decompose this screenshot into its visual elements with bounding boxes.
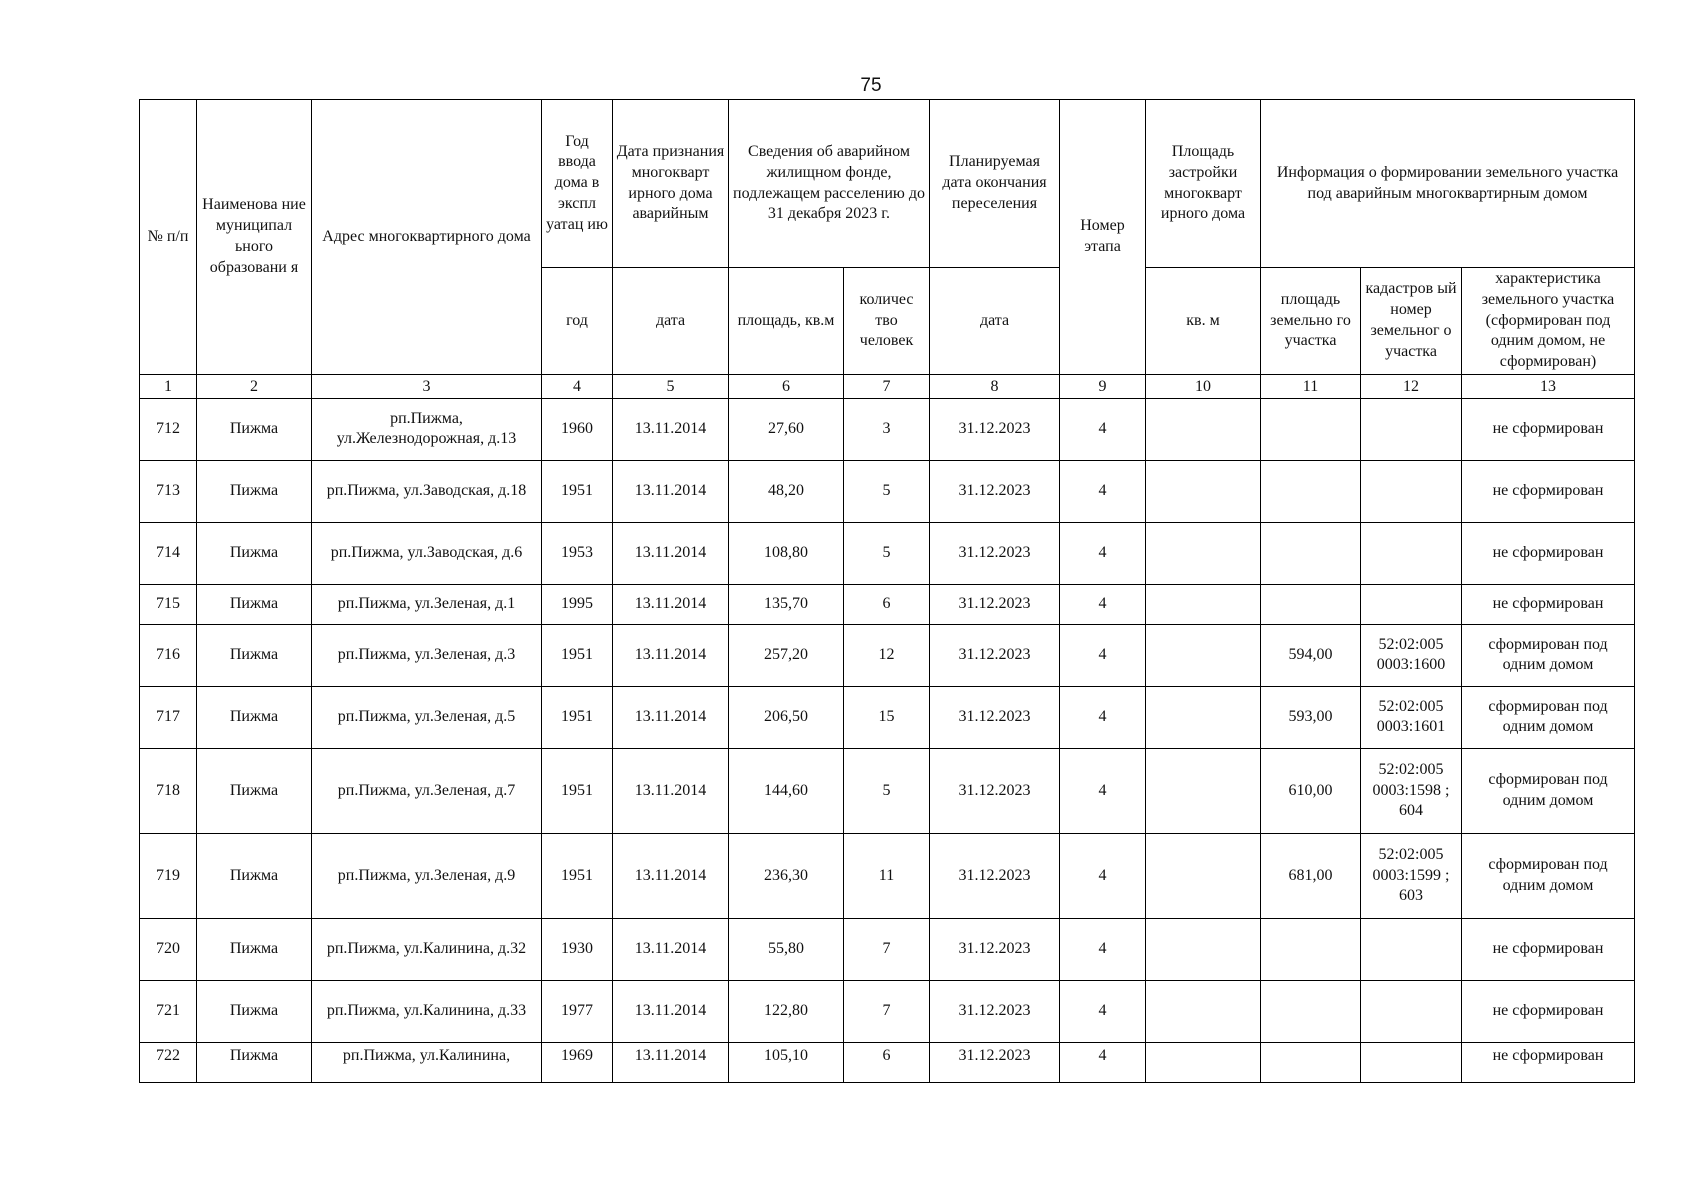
row-number-cell: 719 [140,833,197,918]
row-number-cell: 717 [140,686,197,748]
table-row [140,1042,1635,1082]
area-cell: 135,70 [729,584,844,624]
planned-end-date-cell: 31.12.2023 [930,398,1060,460]
year-built-cell: 1951 [542,624,613,686]
recognition-date-cell: 13.11.2014 [613,1042,729,1082]
planned-end-date-cell: 31.12.2023 [930,833,1060,918]
planned-end-date-cell: 31.12.2023 [930,624,1060,686]
year-built-cell: 1951 [542,748,613,833]
municipality-cell: Пижма [197,624,312,686]
land-status-cell: сформирован под одним домом [1462,748,1635,833]
building-area-cell [1146,980,1261,1042]
municipality-cell: Пижма [197,918,312,980]
header-year-built: Год ввода дома в экспл уатац ию [542,100,613,268]
planned-end-date-cell: 31.12.2023 [930,918,1060,980]
address-cell: рп.Пижма, ул.Калинина, [312,1042,542,1082]
address-cell: рп.Пижма, ул.Зеленая, д.5 [312,686,542,748]
cadastral-number-cell [1361,398,1462,460]
land-status-cell: не сформирован [1462,460,1635,522]
land-status-cell: не сформирован [1462,1042,1635,1082]
cadastral-number-cell [1361,1042,1462,1082]
area-cell: 206,50 [729,686,844,748]
area-cell: 236,30 [729,833,844,918]
people-count-cell: 7 [844,980,930,1042]
recognition-date-cell: 13.11.2014 [613,398,729,460]
land-status-cell: не сформирован [1462,398,1635,460]
planned-end-date-cell: 31.12.2023 [930,584,1060,624]
cadastral-number-cell [1361,918,1462,980]
area-cell: 27,60 [729,398,844,460]
planned-end-date-cell: 31.12.2023 [930,1042,1060,1082]
row-number-cell: 715 [140,584,197,624]
header-land-plot-info: Информация о формировании земельного участка под аварийным многоквартирным домом [1261,100,1635,268]
year-built-cell: 1969 [542,1042,613,1082]
column-number: 12 [1361,374,1462,398]
column-number: 6 [729,374,844,398]
municipality-cell: Пижма [197,460,312,522]
column-number: 7 [844,374,930,398]
area-cell: 105,10 [729,1042,844,1082]
address-cell: рп.Пижма, ул.Зеленая, д.3 [312,624,542,686]
address-cell: рп.Пижма, ул.Заводская, д.18 [312,460,542,522]
building-area-cell [1146,398,1261,460]
table-row [140,686,1635,748]
people-count-cell: 11 [844,833,930,918]
row-number-cell: 714 [140,522,197,584]
recognition-date-cell: 13.11.2014 [613,833,729,918]
land-status-cell: сформирован под одним домом [1462,833,1635,918]
planned-end-date-cell: 31.12.2023 [930,460,1060,522]
row-number-cell: 722 [140,1042,197,1082]
people-count-cell: 15 [844,686,930,748]
stage-cell: 4 [1060,918,1146,980]
year-built-cell: 1995 [542,584,613,624]
column-number: 13 [1462,374,1635,398]
building-area-cell [1146,686,1261,748]
recognition-date-cell: 13.11.2014 [613,522,729,584]
municipality-cell: Пижма [197,980,312,1042]
municipality-cell: Пижма [197,1042,312,1082]
row-number-cell: 716 [140,624,197,686]
column-number: 9 [1060,374,1146,398]
row-number-cell: 712 [140,398,197,460]
cadastral-number-cell [1361,584,1462,624]
stage-cell: 4 [1060,460,1146,522]
stage-cell: 4 [1060,833,1146,918]
building-area-cell [1146,460,1261,522]
header-planned-end-date: Планируемая дата окончания переселения [930,100,1060,268]
municipality-cell: Пижма [197,686,312,748]
year-built-cell: 1977 [542,980,613,1042]
planned-end-date-cell: 31.12.2023 [930,980,1060,1042]
recognition-date-cell: 13.11.2014 [613,624,729,686]
people-count-cell: 6 [844,1042,930,1082]
address-cell: рп.Пижма, ул.Зеленая, д.1 [312,584,542,624]
year-built-cell: 1951 [542,460,613,522]
table-row [140,918,1635,980]
header-number: № п/п [140,100,197,375]
stage-cell: 4 [1060,522,1146,584]
land-area-cell: 681,00 [1261,833,1361,918]
land-area-cell: 594,00 [1261,624,1361,686]
header-recognition-date: Дата признания многокварт ирного дома аварийным [613,100,729,268]
area-cell: 48,20 [729,460,844,522]
unit-building-area: кв. м [1146,268,1261,375]
table-row [140,980,1635,1042]
column-number: 8 [930,374,1060,398]
stage-cell: 4 [1060,748,1146,833]
recognition-date-cell: 13.11.2014 [613,686,729,748]
cadastral-number-cell [1361,980,1462,1042]
recognition-date-cell: 13.11.2014 [613,748,729,833]
land-status-cell: не сформирован [1462,522,1635,584]
land-area-cell [1261,460,1361,522]
address-cell: рп.Пижма, ул.Калинина, д.32 [312,918,542,980]
building-area-cell [1146,918,1261,980]
municipality-cell: Пижма [197,522,312,584]
column-number: 1 [140,374,197,398]
land-area-cell [1261,584,1361,624]
municipality-cell: Пижма [197,833,312,918]
land-status-cell: не сформирован [1462,918,1635,980]
recognition-date-cell: 13.11.2014 [613,460,729,522]
row-number-cell: 720 [140,918,197,980]
table-row [140,460,1635,522]
cadastral-number-cell [1361,460,1462,522]
table-row [140,833,1635,918]
people-count-cell: 5 [844,522,930,584]
year-built-cell: 1951 [542,833,613,918]
building-area-cell [1146,833,1261,918]
land-status-cell: не сформирован [1462,584,1635,624]
building-area-cell [1146,522,1261,584]
year-built-cell: 1960 [542,398,613,460]
people-count-cell: 5 [844,748,930,833]
column-number: 3 [312,374,542,398]
header-stage: Номер этапа [1060,100,1146,375]
land-area-cell [1261,522,1361,584]
recognition-date-cell: 13.11.2014 [613,918,729,980]
column-number: 4 [542,374,613,398]
stage-cell: 4 [1060,686,1146,748]
area-cell: 55,80 [729,918,844,980]
header-cadastral-number: кадастров ый номер земельног о участка [1361,268,1462,375]
land-area-cell [1261,1042,1361,1082]
land-area-cell: 593,00 [1261,686,1361,748]
address-cell: рп.Пижма, ул.Заводская, д.6 [312,522,542,584]
planned-end-date-cell: 31.12.2023 [930,748,1060,833]
municipality-cell: Пижма [197,584,312,624]
area-cell: 122,80 [729,980,844,1042]
column-number: 11 [1261,374,1361,398]
unit-date: дата [613,268,729,375]
building-area-cell [1146,748,1261,833]
land-area-cell [1261,980,1361,1042]
table-row [140,398,1635,460]
cadastral-number-cell: 52:02:005 0003:1599 ; 603 [1361,833,1462,918]
row-number-cell: 721 [140,980,197,1042]
people-count-cell: 6 [844,584,930,624]
people-count-cell: 5 [844,460,930,522]
column-number: 2 [197,374,312,398]
building-area-cell [1146,584,1261,624]
address-cell: рп.Пижма, ул.Зеленая, д.9 [312,833,542,918]
land-status-cell: не сформирован [1462,980,1635,1042]
recognition-date-cell: 13.11.2014 [613,584,729,624]
column-number: 10 [1146,374,1261,398]
area-cell: 108,80 [729,522,844,584]
cadastral-number-cell: 52:02:005 0003:1601 [1361,686,1462,748]
stage-cell: 4 [1060,398,1146,460]
address-cell: рп.Пижма, ул.Железнодорожная, д.13 [312,398,542,460]
year-built-cell: 1951 [542,686,613,748]
building-area-cell [1146,1042,1261,1082]
table-row [140,584,1635,624]
building-area-cell [1146,624,1261,686]
stage-cell: 4 [1060,1042,1146,1082]
unit-area: площадь, кв.м [729,268,844,375]
cadastral-number-cell: 52:02:005 0003:1598 ; 604 [1361,748,1462,833]
land-area-cell: 610,00 [1261,748,1361,833]
column-number-row [140,374,1635,398]
header-address: Адрес многоквартирного дома [312,100,542,375]
stage-cell: 4 [1060,624,1146,686]
people-count-cell: 7 [844,918,930,980]
header-land-area: площадь земельно го участка [1261,268,1361,375]
year-built-cell: 1930 [542,918,613,980]
area-cell: 257,20 [729,624,844,686]
municipality-cell: Пижма [197,398,312,460]
people-count-cell: 3 [844,398,930,460]
header-housing-info: Сведения об аварийном жилищном фонде, подлежащем расселению до 31 декабря 2023 г. [729,100,930,268]
people-count-cell: 12 [844,624,930,686]
column-number: 5 [613,374,729,398]
unit-end-date: дата [930,268,1060,375]
row-number-cell: 713 [140,460,197,522]
page-number: 75 [860,75,882,96]
land-area-cell [1261,398,1361,460]
table-row [140,624,1635,686]
unit-year: год [542,268,613,375]
table-row [140,748,1635,833]
planned-end-date-cell: 31.12.2023 [930,686,1060,748]
cadastral-number-cell [1361,522,1462,584]
stage-cell: 4 [1060,584,1146,624]
planned-end-date-cell: 31.12.2023 [930,522,1060,584]
municipality-cell: Пижма [197,748,312,833]
recognition-date-cell: 13.11.2014 [613,980,729,1042]
table-row [140,522,1635,584]
land-status-cell: сформирован под одним домом [1462,686,1635,748]
cadastral-number-cell: 52:02:005 0003:1600 [1361,624,1462,686]
address-cell: рп.Пижма, ул.Зеленая, д.7 [312,748,542,833]
header-land-status: характеристика земельного участка (сформирован под одним домом, не сформирован) [1462,268,1635,375]
header-municipality: Наименова ние муниципал ьного образовани я [197,100,312,375]
land-status-cell: сформирован под одним домом [1462,624,1635,686]
unit-people: количес тво человек [844,268,930,375]
land-area-cell [1261,918,1361,980]
row-number-cell: 718 [140,748,197,833]
stage-cell: 4 [1060,980,1146,1042]
year-built-cell: 1953 [542,522,613,584]
header-building-area: Площадь застройки многокварт ирного дома [1146,100,1261,268]
emergency-housing-table [139,99,1635,1083]
address-cell: рп.Пижма, ул.Калинина, д.33 [312,980,542,1042]
area-cell: 144,60 [729,748,844,833]
